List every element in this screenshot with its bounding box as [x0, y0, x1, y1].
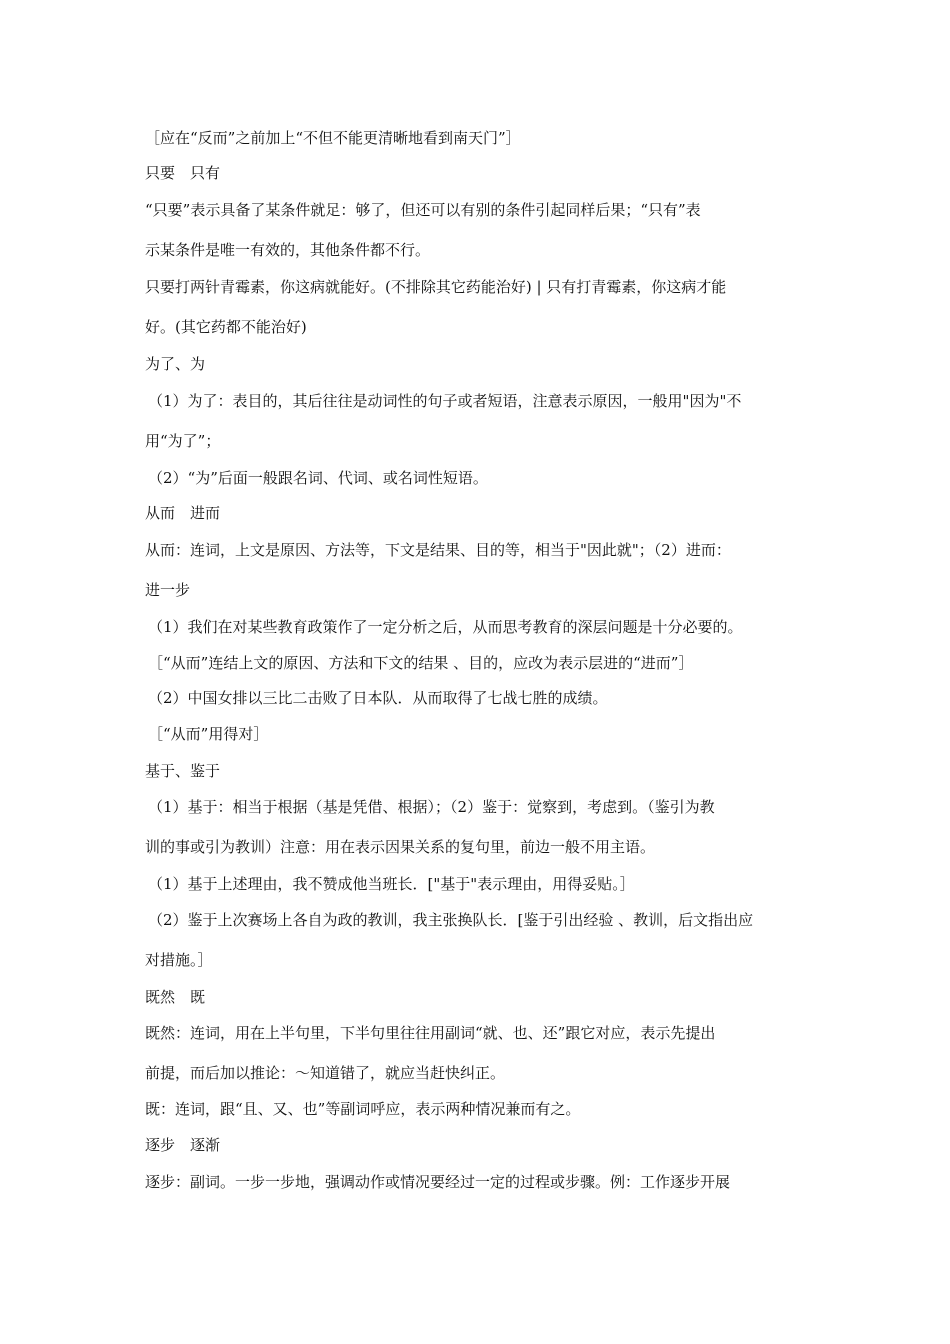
text-line: 用“为了”；	[145, 432, 221, 450]
text-line: “只要”表示具备了某条件就足：够了，但还可以有别的条件引起同样后果；“只有”表	[145, 201, 701, 219]
text-line: （2）中国女排以三比二击败了日本队．从而取得了七战七胜的成绩。	[148, 689, 608, 707]
section-heading: 为了、为	[145, 355, 206, 373]
text-line: 既然：连词，用在上半句里，下半句里往往用副词“就、也、还”跟它对应，表示先提出	[145, 1024, 716, 1042]
section-heading: 既然 既	[145, 988, 206, 1006]
text-line: ［“从而”连结上文的原因、方法和下文的结果 、目的，应改为表示层进的“进而”］	[148, 654, 694, 672]
text-line: （2）鉴于上次赛场上各自为政的教训，我主张换队长．[鉴于引出经验 、教训，后文指出应	[148, 911, 754, 929]
text-line: 进一步	[145, 581, 191, 599]
text-line: 从而：连词，上文是原因、方法等，下文是结果、目的等，相当于"因此就"；（2）进而：	[145, 541, 731, 559]
text-line: （1）基于上述理由，我不赞成他当班长．["基于"表示理由，用得妥贴。］	[148, 875, 635, 893]
section-heading: 逐步 逐渐	[145, 1136, 221, 1154]
text-line: 只要打两针青霉素，你这病就能好。(不排除其它药能治好) | 只有打青霉素，你这病才能	[145, 278, 727, 296]
text-line: 训的事或引为教训）注意：用在表示因果关系的复句里，前边一般不用主语。	[145, 838, 656, 856]
text-line: （2）“为”后面一般跟名词、代词、或名词性短语。	[148, 469, 488, 487]
text-line: 前提，而后加以推论：～知道错了，就应当赶快纠正。	[145, 1064, 506, 1082]
text-line: 既：连词，跟“且、又、也”等副词呼应，表示两种情况兼而有之。	[145, 1100, 581, 1118]
text-line: ［应在“反而”之前加上“不但不能更清晰地看到南天门”］	[145, 129, 521, 147]
section-heading: 基于、鉴于	[145, 762, 221, 780]
section-heading: 只要 只有	[145, 164, 221, 182]
text-line: （1）我们在对某些教育政策作了一定分析之后，从而思考教育的深层问题是十分必要的。	[148, 618, 743, 636]
text-line: ［“从而”用得对］	[148, 725, 269, 743]
text-line: （1）基于：相当于根据（基是凭借、根据）；（2）鉴于：觉察到，考虑到。（鉴引为教	[148, 798, 715, 816]
text-line: 示某条件是唯一有效的，其他条件都不行。	[145, 241, 431, 259]
text-line: 逐步：副词。一步一步地，强调动作或情况要经过一定的过程或步骤。例：工作逐步开展	[145, 1173, 731, 1191]
text-line: 对措施。］	[145, 951, 213, 969]
text-line: 好。(其它药都不能治好)	[145, 318, 307, 336]
section-heading: 从而 进而	[145, 504, 221, 522]
text-line: （1）为了：表目的，其后往往是动词性的句子或者短语，注意表示原因，一般用"因为"不	[148, 392, 742, 410]
